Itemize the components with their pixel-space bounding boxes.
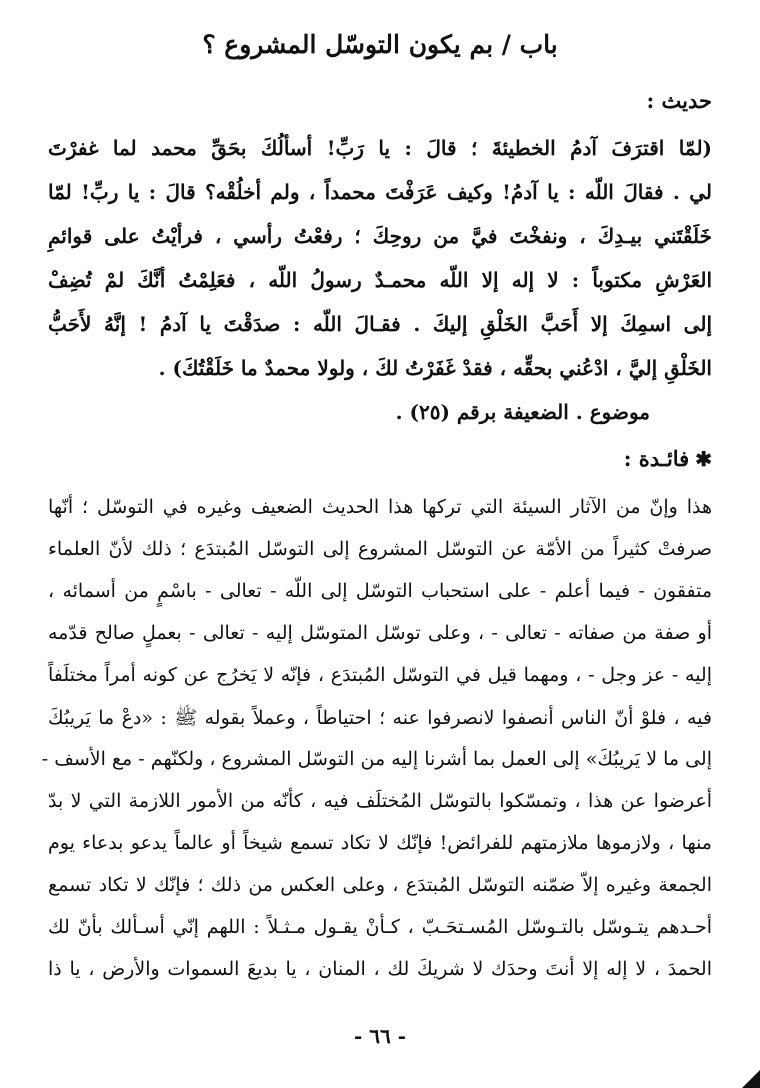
body-line: هذا وإنّ من الآثار السيئة التي تركها هذا الحديث الضعيف وغيره في التوسّل ؛ أنّها (48, 496, 712, 518)
chapter-title: باب / بم يكون التوسّل المشروع ؟ (202, 30, 558, 59)
body-line: الحمدَ ، لا إله إلا أنتَ وحدَك لا شريكَ لك ، المنان ، يا بديعَ السموات والأرض ، يا ذا (48, 958, 712, 980)
hadith-line: (لمّا اقترَفَ آدمُ الخطيئةَ ؛ قالَ : يا رَبِّ! أسألُكَ بحَقِّ محمد لما غفرْتَ (48, 136, 712, 160)
page-number: - ٦٦ - (353, 1024, 406, 1048)
body-line: منها ، ولازموها ملازمتهم للفرائض! فإنّك لا تكاد تسمع شيخاً أو عالماً يدعو بدعاء يوم (48, 832, 712, 854)
body-line: فيه ، فلوْ أنّ الناس أنصفوا لانصرفوا عنه ؛ احتياطاً ، وعملاً بقوله ﷺ : «دعْ ما يَريبُكَ (48, 707, 712, 729)
benefit-heading (624, 446, 712, 471)
body-line: إليه - عز وجل - ، ومهما قيل في التوسّل المُبتدَع ، فإنّه لا يَخرُج عن كونه أمراً مختلَفاً (48, 664, 712, 686)
body-line: الجمعة وغيره إلاّ ضمّنه التوسّل المُبتدَع ، وعلى العكس من ذلك ؛ فإنّك لا تكاد تسمع (48, 874, 712, 896)
body-line: صرفتْ كثيراً من الأمّة عن التوسّل المشروع إلى التوسّل المُبتدَع ؛ ذلك لأنّ العلماء (48, 538, 712, 560)
body-line: أو صفة من صفاته - تعالى - ، وعلى توسّل المتوسّل إليه - تعالى - بعملٍ صالح قدّمه (48, 622, 712, 644)
hadith-line: خَلَقْتَني بيـدِكَ ، ونفخْتَ فيَّ من روحِكَ ؛ رفعْتُ رأسي ، فرأيْتُ على قوائمِ (48, 224, 712, 248)
hadith-verdict: موضوع . الضعيفة برقم (٢٥) . (395, 400, 650, 424)
hadith-label: حديث : (646, 88, 712, 113)
hadith-line: لي . فقالَ اللّه : يا آدمُ! وكيف عَرَفْتَ محمداً ، ولم أخلُقْه؟ قالَ : يا ربِّ! لمّا (48, 180, 712, 204)
hadith-line: العَرْشِ مكتوباً : لا إله إلا اللّه محمـدٌ رسولُ اللّه ، فعَلِمْتُ أنَّكَ لمْ تُضِفْ (48, 268, 712, 292)
body-line: إلى ما لا يَريبُكَ» إلى العمل بما أشرنا إليه من التوسّل المشروع ، ولكنّهم - مع الأسف - (41, 748, 712, 770)
body-line: أحـدهم يتـوسّل بالتـوسّل المُسـتحَـبّ ، كـأنْ يقـول مـثـلاً : اللهم إنّي أسـألك بأنّ لك (48, 916, 712, 938)
star-icon: ✱ (695, 447, 712, 471)
page-corner-mark (742, 1070, 760, 1088)
body-line: متفقون - فيما أعلم - على استحباب التوسّل إلى اللّه - تعالى - باسْمٍ من أسمائه ، (48, 580, 712, 602)
body-line: أعرضوا عن هذا ، وتمسّكوا بالتوسّل المُختلَف فيه ، كأنّه من الأمور اللازمة التي لا بدّ (48, 790, 712, 812)
hadith-line: إلى اسمِكَ إلا أَحَبَّ الخَلْقِ إليكَ . فقـالَ اللّه : صدَقْتَ يا آدمُ ! إنَّهُ لأَحَبُّ (48, 312, 712, 336)
benefit-label: فائـدة : (623, 446, 690, 471)
hadith-line: الخَلْقِ إليَّ ، ادْعُني بحقِّه ، فقدْ غَفَرْتُ لكَ ، ولولا محمدٌ ما خَلَقْتُكَ) . (158, 356, 712, 380)
